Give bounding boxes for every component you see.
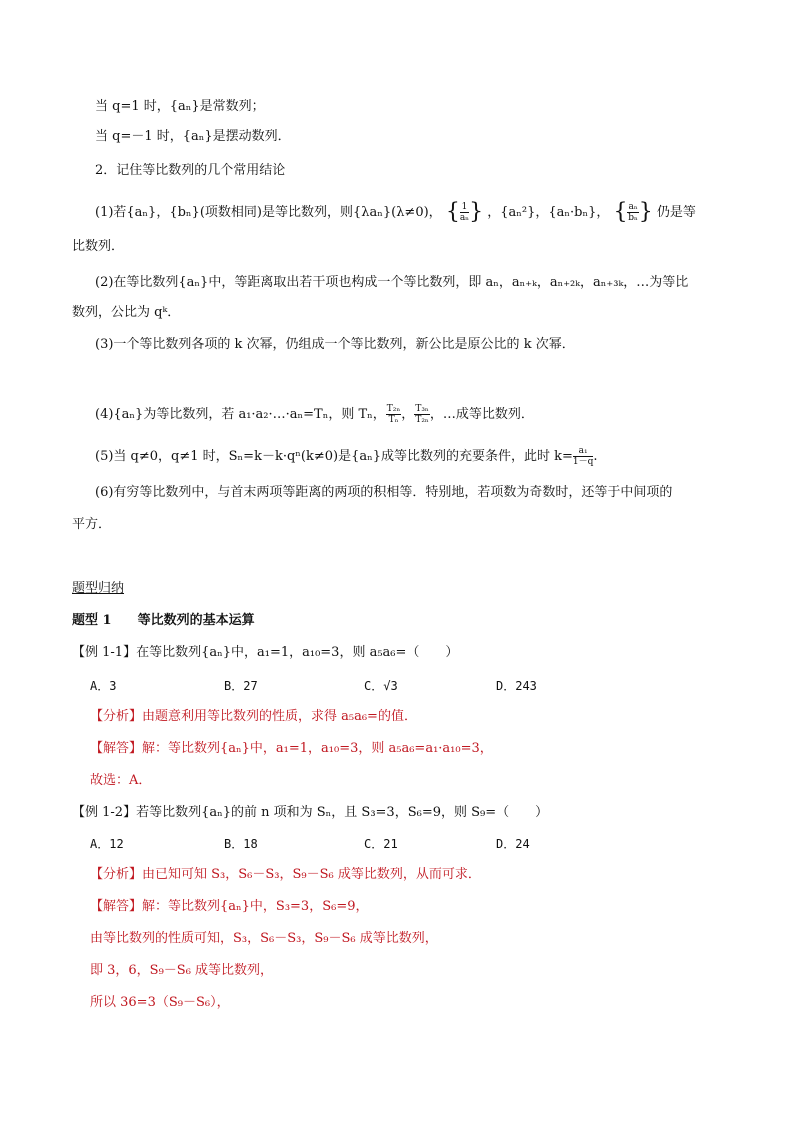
text-segment: (5)当 q≠0，q≠1 时，Sₙ=k－k·qⁿ(k≠0)是{aₙ}成等比数列的充要条件，此时 k= [95, 449, 573, 464]
example-1-1-option-a: A．3 [90, 679, 117, 693]
para-conclusion-1 [95, 199, 696, 225]
example-1-1-choice: 故选：A． [90, 773, 152, 788]
text-segment: (4){aₙ}为等比数列，若 a₁·a₂·…·aₙ=Tₙ，则 Tₙ， [95, 407, 386, 422]
example-1-2-solution: 【解答】解：等比数列{aₙ}中，S₃=3，S₆=9， [90, 899, 369, 914]
example-1-1-option-b: B．27 [224, 679, 258, 693]
example-1-2-option-c: C．21 [364, 837, 398, 851]
para-conclusion-2: (2)在等比数列{aₙ}中，等距离取出若干项也构成一个等比数列，即 aₙ，aₙ₊ₖ，aₙ₊₂ₖ，aₙ₊₃ₖ，…为等比 [95, 275, 689, 290]
para-heading-2: 2．记住等比数列的几个常用结论 [95, 163, 286, 178]
fraction-t2n-over-tn: $\frac{\text{T₂ₙ}}{\text{Tₙ}}$ [386, 404, 401, 425]
text-segment: ，{aₙ²}，{aₙ·bₙ}， [487, 205, 610, 220]
example-1-2-step-2: 即 3，6，S₉－S₆ 成等比数列， [90, 963, 274, 978]
example-1-1: 【例 1-1】在等比数列{aₙ}中，a₁=1，a₁₀=3，则 a₅a₆=（ ） [72, 645, 459, 660]
para-conclusion-3: (3)一个等比数列各项的 k 次幂，仍组成一个等比数列，新公比是原公比的 k 次幂． [95, 337, 575, 352]
para-conclusion-6-cont: 平方． [72, 517, 112, 532]
brace-right: } [638, 199, 653, 225]
example-1-1-analysis: 【分析】由题意利用等比数列的性质，求得 a₅a₆=的值． [90, 709, 417, 724]
fraction-t3n-over-t2n: $\frac{\text{T₃ₙ}}{\text{T₂ₙ}}$ [415, 404, 429, 425]
example-1-2-option-a: A．12 [90, 837, 124, 851]
example-1-2-analysis: 【分析】由已知可知 S₃，S₆－S₃，S₉－S₆ 成等比数列，从而可求． [90, 867, 481, 882]
brace-left: { [445, 199, 460, 225]
para-conclusion-5: (5)当 q≠0，q≠1 时，Sₙ=k－k·qⁿ(k≠0)是{aₙ}成等比数列的充要条件，此时 k= $\frac{\text{a₁}}{1-q}$ . [95, 446, 598, 467]
fraction-1-over-an: $\frac{1}{\text{aₙ}}$ [459, 202, 470, 223]
text-segment: (1)若{aₙ}，{bₙ}(项数相同)是等比数列，则{λaₙ}(λ≠0)， [95, 205, 442, 220]
para-conclusion-2-cont: 数列，公比为 qᵏ． [72, 305, 181, 320]
para-conclusion-6: (6)有穷等比数列中，与首末两项等距离的两项的积相等．特别地，若项数为奇数时，还等于中间项的 [95, 485, 673, 500]
type-heading: 题型 1 等比数列的基本运算 [72, 613, 255, 628]
brace-right: } [469, 199, 484, 225]
text-segment: 仍是等 [656, 205, 696, 220]
fraction-a1-over-1-minus-q: $\frac{\text{a₁}}{1-q}$ [572, 446, 594, 467]
example-1-1-option-c: C．√3 [364, 679, 398, 693]
text-segment: ，…成等比数列． [429, 407, 534, 422]
example-1-2: 【例 1-2】若等比数列{aₙ}的前 n 项和为 Sₙ，且 S₃=3，S₆=9，则 S₉=（ ） [72, 805, 549, 820]
example-1-2-step-3: 所以 36=3（S₉－S₆）， [90, 995, 230, 1010]
brace-left: { [613, 199, 628, 225]
example-1-2-option-b: B．18 [224, 837, 258, 851]
section-title: 题型归纳 [72, 581, 125, 596]
fraction-an-over-bn: $\frac{\text{aₙ}}{\text{bₙ}}$ [628, 202, 638, 223]
para-conclusion-4: (4){aₙ}为等比数列，若 a₁·a₂·…·aₙ=Tₙ，则 Tₙ， $\frac{\text{T₂ₙ}}{\text{Tₙ}}$ ， $\frac{\text{T₃ₙ}}{\text{T₂ₙ}}$ ，…成等比数列． [95, 404, 534, 425]
para-case-qminus1: 当 q=－1 时，{aₙ}是摆动数列． [95, 129, 291, 144]
example-1-1-solution: 【解答】解：等比数列{aₙ}中，a₁=1，a₁₀=3，则 a₅a₆=a₁·a₁₀=3， [90, 741, 493, 756]
para-conclusion-1-cont: 比数列． [72, 239, 125, 254]
example-1-1-option-d: D．243 [496, 679, 537, 693]
example-1-2-step-1: 由等比数列的性质可知，S₃，S₆－S₃，S₉－S₆ 成等比数列， [90, 931, 438, 946]
example-1-2-option-d: D．24 [496, 837, 530, 851]
para-case-q1: 当 q=1 时，{aₙ}是常数列； [95, 99, 265, 114]
